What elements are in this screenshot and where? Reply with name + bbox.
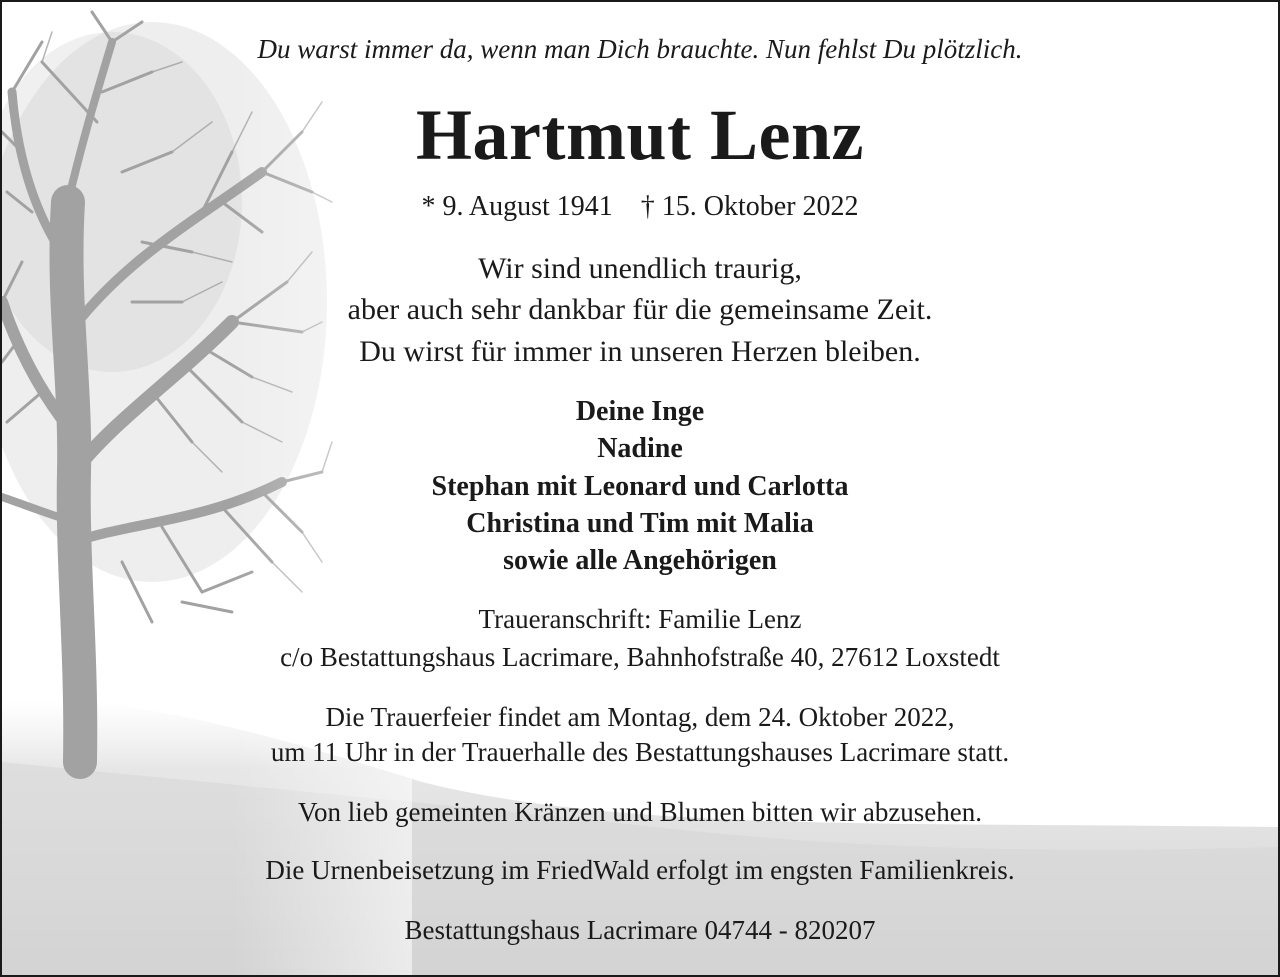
verse-line: Du wirst für immer in unseren Herzen bleiben. — [359, 335, 921, 368]
address-line: c/o Bestattungshaus Lacrimare, Bahnhofstraße 40, 27612 Loxstedt — [280, 642, 1000, 672]
mourner-line: Nadine — [597, 433, 683, 464]
life-dates — [2, 191, 1278, 223]
notice-text — [2, 2, 1278, 975]
verse-line: aber auch sehr dankbar für die gemeinsame Zeit. — [347, 293, 933, 326]
mourner-line: sowie alle Angehörigen — [503, 545, 777, 576]
motto-quote: Du warst immer da, wenn man Dich brauchte. Nun fehlst Du plötzlich. — [257, 34, 1023, 64]
flowers-note: Von lieb gemeinten Kränzen und Blumen bitten wir abzusehen. — [297, 797, 983, 827]
ceremony-line: Die Trauerfeier findet am Montag, dem 24. Oktober 2022, — [325, 702, 955, 732]
deceased-name: Hartmut Lenz — [416, 95, 864, 175]
ceremony-line: um 11 Uhr in der Trauerhalle des Bestattungshauses Lacrimare statt. — [270, 737, 1010, 767]
mourner-line: Christina und Tim mit Malia — [466, 508, 814, 539]
mourner-line: Stephan mit Leonard und Carlotta — [431, 471, 849, 502]
verse-line: Wir sind unendlich traurig, — [478, 252, 802, 285]
burial-note: Die Urnenbeisetzung im FriedWald erfolgt im engsten Familienkreis. — [265, 855, 1015, 885]
birth-date: * 9. August 1941 — [421, 191, 613, 222]
mourner-line: Deine Inge — [575, 396, 705, 427]
funeral-home-contact: Bestattungshaus Lacrimare 04744 - 820207 — [404, 915, 876, 945]
death-date: † 15. Oktober 2022 — [640, 191, 859, 222]
address-line: Traueranschrift: Familie Lenz — [478, 604, 802, 634]
